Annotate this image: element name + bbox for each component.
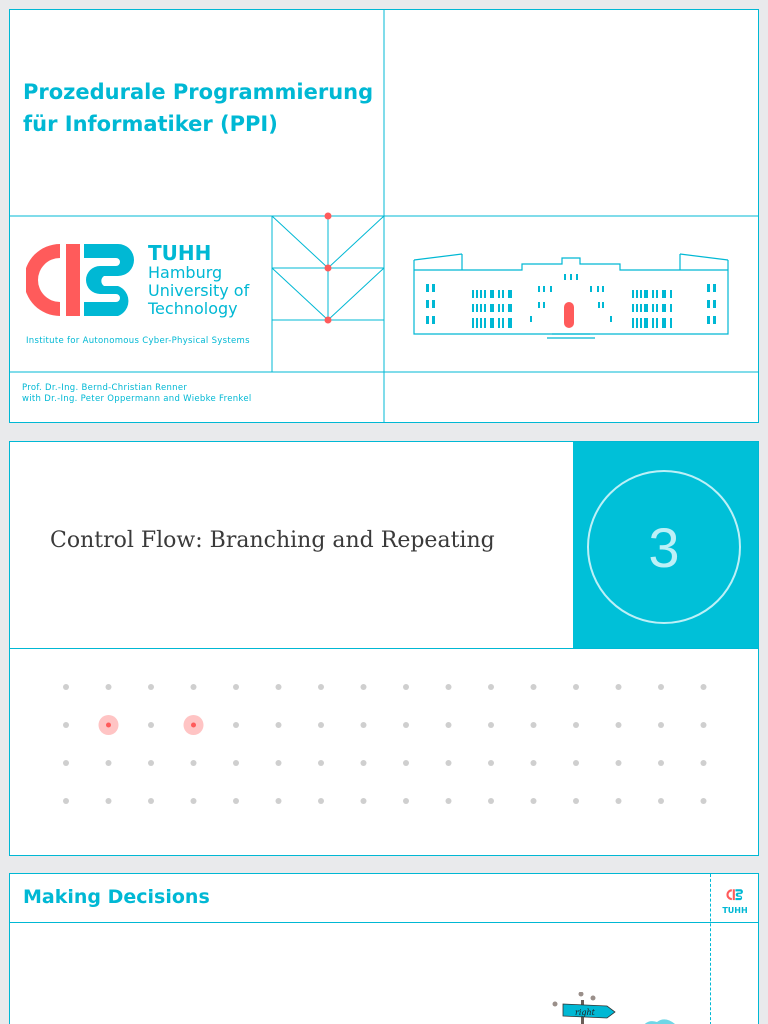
grid-dot — [63, 684, 69, 690]
grid-dot — [276, 798, 282, 804]
slide-title: Making Decisions — [23, 886, 210, 908]
grid-dot — [531, 684, 537, 690]
grid-dot — [318, 798, 324, 804]
grid-dot — [233, 798, 239, 804]
grid-dot — [318, 722, 324, 728]
chapter-number: 3 — [648, 515, 680, 579]
slide3-header-divider — [10, 922, 759, 923]
grid-dot — [573, 722, 579, 728]
grid-dot — [276, 684, 282, 690]
grid-dot — [658, 760, 664, 766]
chapter-title: Control Flow: Branching and Repeating — [50, 528, 495, 553]
grid-dot — [488, 722, 494, 728]
grid-dot — [318, 760, 324, 766]
cis-logo — [26, 242, 136, 322]
grid-dot — [616, 722, 622, 728]
grid-dot — [616, 798, 622, 804]
chapter-slide — [9, 441, 759, 856]
signpost-illustration — [545, 992, 675, 1024]
grid-dot — [233, 684, 239, 690]
grid-dot — [63, 722, 69, 728]
grid-dot — [191, 684, 197, 690]
grid-dot — [616, 684, 622, 690]
grid-dot — [573, 684, 579, 690]
grid-dot — [488, 760, 494, 766]
grid-dot — [446, 760, 452, 766]
grid-dot — [616, 760, 622, 766]
grid-dot — [361, 760, 367, 766]
grid-dot — [361, 798, 367, 804]
institute-name: Institute for Autonomous Cyber-Physical Systems — [26, 336, 250, 346]
grid-dot — [701, 722, 707, 728]
grid-dot — [361, 684, 367, 690]
grid-dot — [63, 798, 69, 804]
grid-dot — [191, 760, 197, 766]
grid-dot — [148, 722, 154, 728]
slide1-frame-lines — [10, 10, 759, 423]
grid-dot — [106, 684, 112, 690]
grid-dot — [403, 722, 409, 728]
grid-dot — [403, 684, 409, 690]
grid-dot — [233, 760, 239, 766]
grid-dot — [701, 798, 707, 804]
grid-dot — [148, 684, 154, 690]
highlighted-dot — [191, 723, 196, 728]
grid-dot — [191, 798, 197, 804]
grid-dot — [446, 722, 452, 728]
grid-dot — [488, 798, 494, 804]
small-tuhh-logo: TUHH — [722, 886, 748, 915]
grid-dot — [361, 722, 367, 728]
chapter-number-panel — [573, 442, 759, 648]
grid-dot — [573, 760, 579, 766]
small-cis-logo-icon — [722, 889, 748, 901]
grid-dot — [573, 798, 579, 804]
grid-dot — [276, 722, 282, 728]
grid-dot — [446, 798, 452, 804]
grid-dot — [63, 760, 69, 766]
signpost-label: right — [575, 1008, 595, 1017]
grid-dot — [106, 798, 112, 804]
chapter-number-circle — [587, 470, 741, 624]
grid-dot — [658, 798, 664, 804]
grid-dot — [446, 684, 452, 690]
grid-dot — [701, 684, 707, 690]
university-building-illustration — [412, 250, 732, 340]
grid-dot — [148, 760, 154, 766]
highlighted-dot — [106, 723, 111, 728]
grid-dot — [488, 684, 494, 690]
grid-dot — [531, 798, 537, 804]
title-slide — [9, 9, 759, 423]
course-title: Prozedurale Programmierung für Informatiker (PPI) — [23, 80, 374, 136]
grid-dot — [276, 760, 282, 766]
content-slide — [9, 873, 759, 1024]
grid-dot — [658, 684, 664, 690]
grid-dot — [318, 684, 324, 690]
slide3-side-divider — [710, 874, 711, 1024]
dot-grid-decoration — [10, 649, 759, 849]
grid-dot — [233, 722, 239, 728]
grid-dot — [658, 722, 664, 728]
grid-dot — [403, 760, 409, 766]
tuhh-wordmark: TUHH Hamburg University of Technology — [148, 241, 250, 318]
authors: Prof. Dr.-Ing. Bernd-Christian Renner with Dr.-Ing. Peter Oppermann and Wiebke Frenkel — [22, 383, 252, 404]
grid-dot — [531, 760, 537, 766]
grid-dot — [148, 798, 154, 804]
grid-dot — [531, 722, 537, 728]
grid-dot — [106, 760, 112, 766]
grid-dot — [403, 798, 409, 804]
grid-dot — [701, 760, 707, 766]
